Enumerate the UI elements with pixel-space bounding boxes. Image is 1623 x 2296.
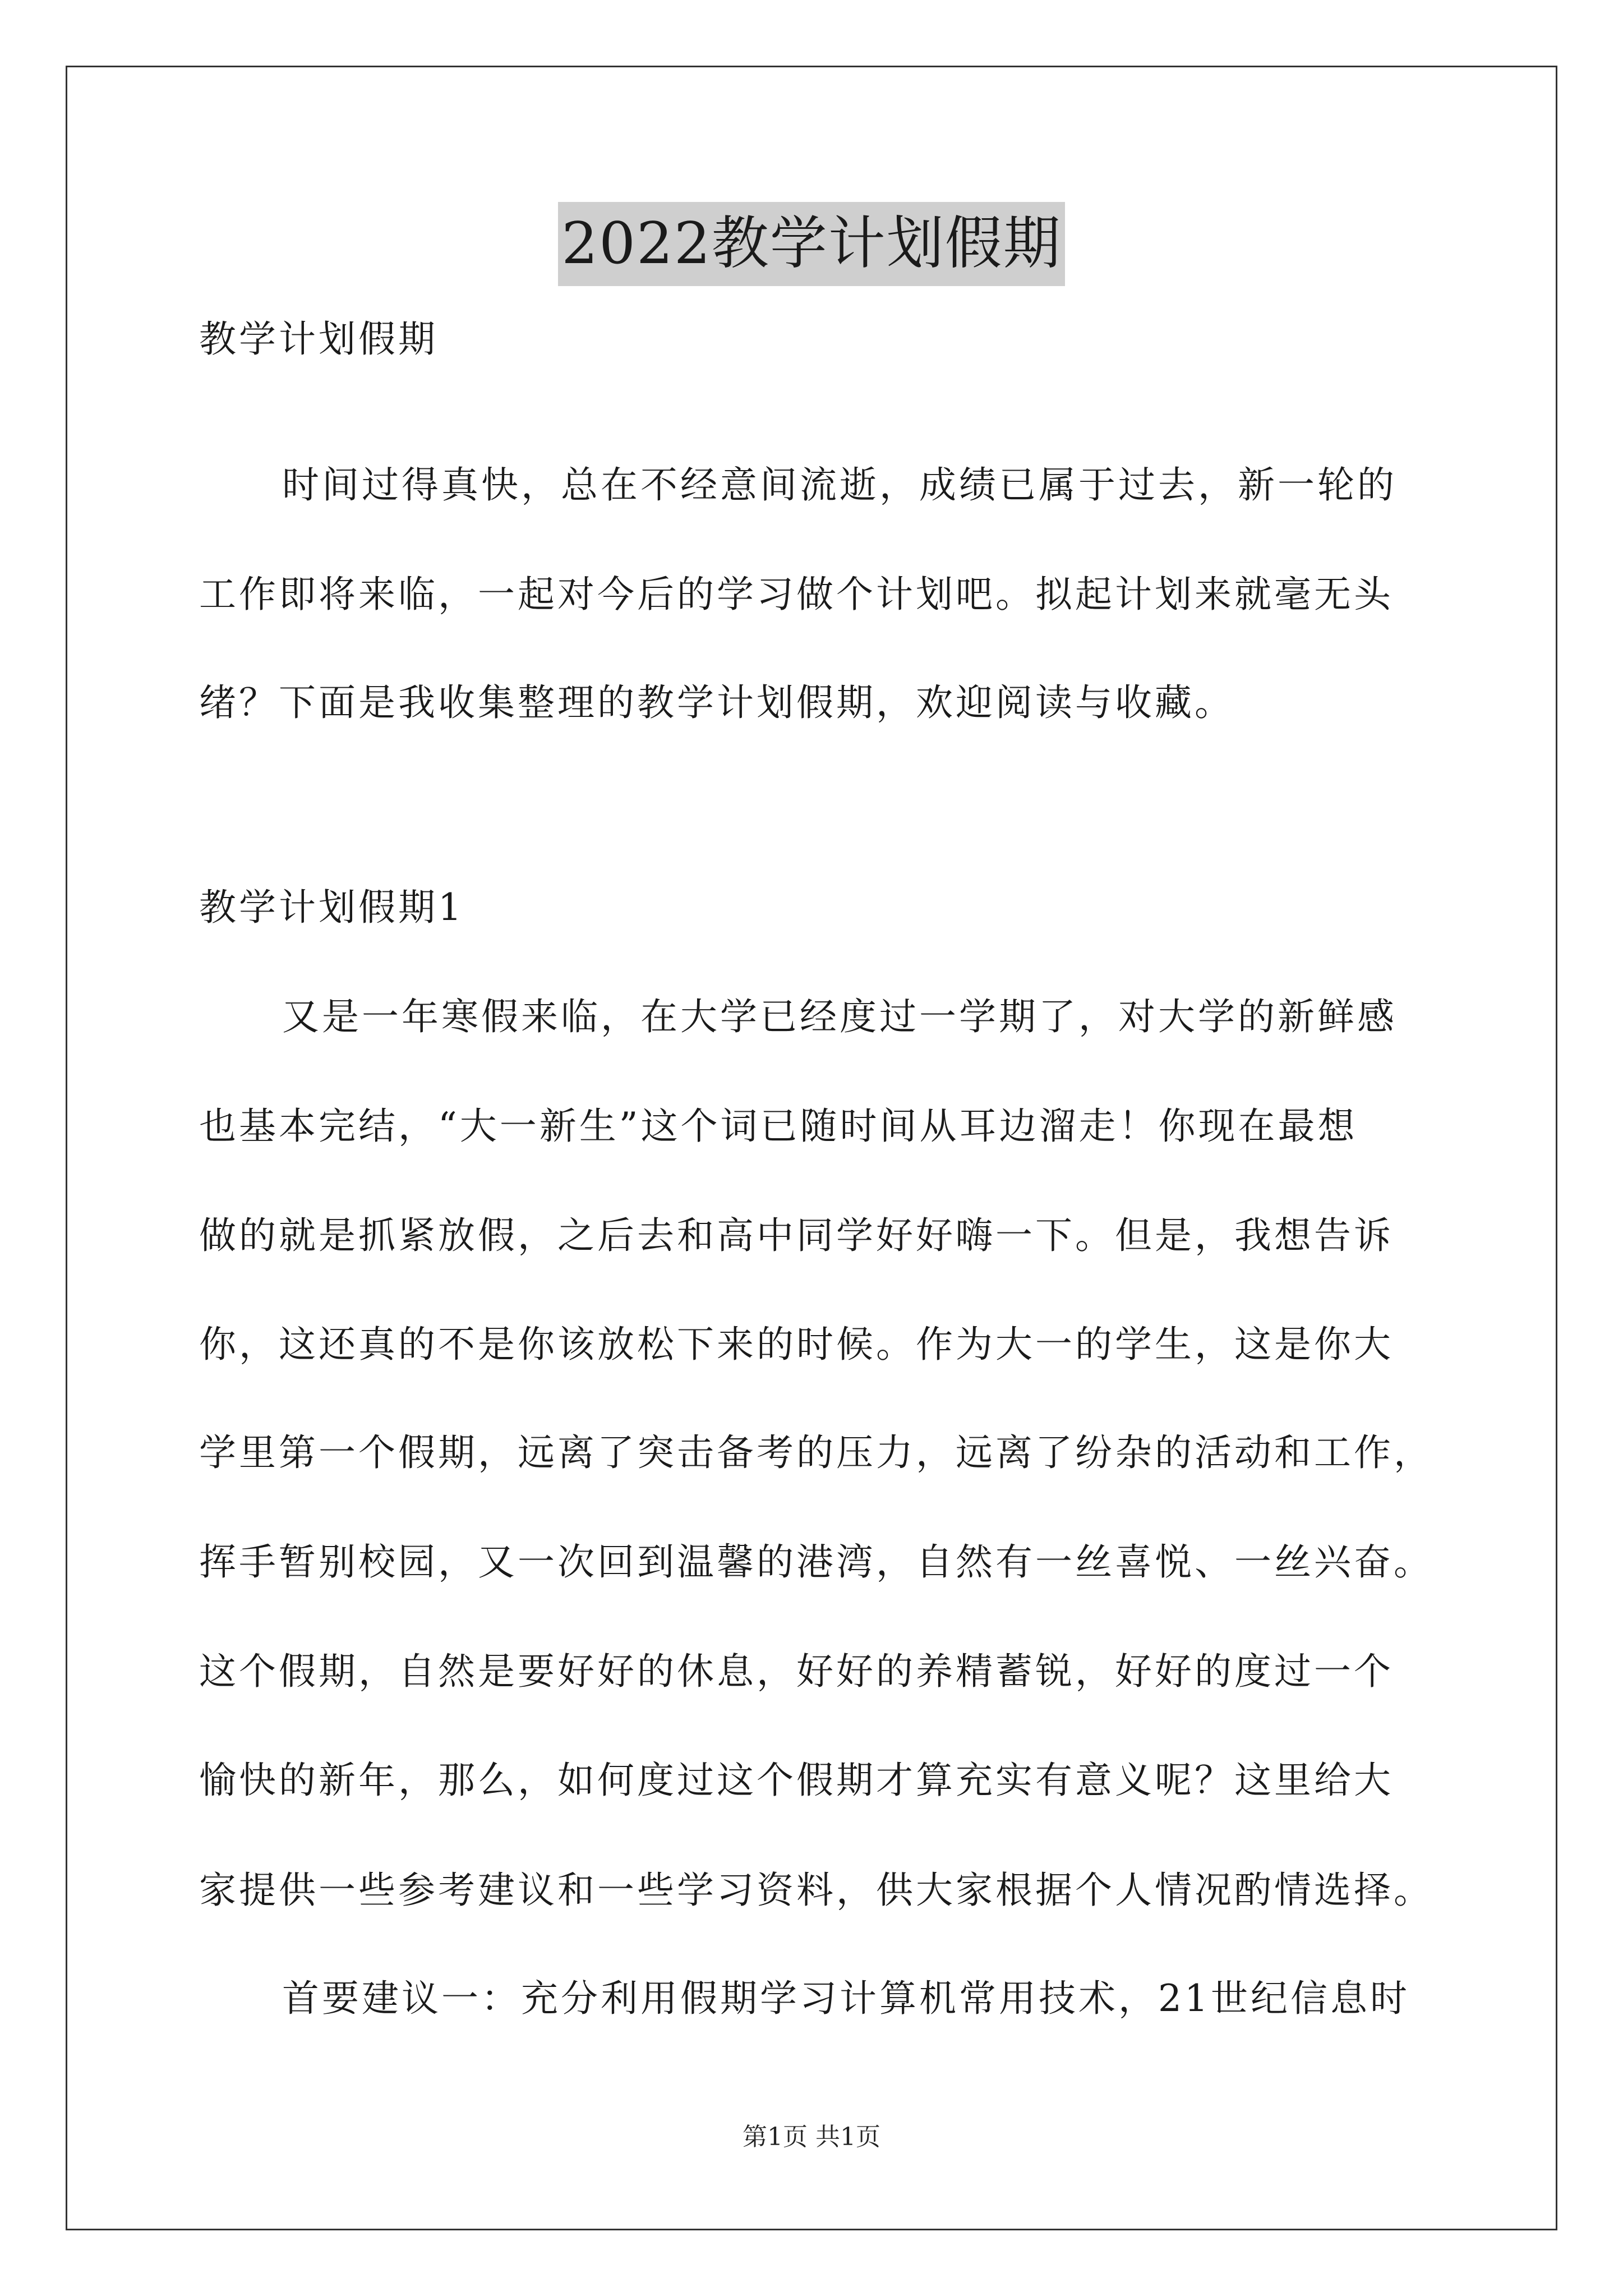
paragraph-line: 愉快的新年，那么，如何度过这个假期才算充实有意义呢？这里给大 <box>199 1759 1394 1802</box>
paragraph-line: 绪？下面是我收集整理的教学计划假期，欢迎阅读与收藏。 <box>199 681 1234 724</box>
paragraph-line: 工作即将来临，一起对今后的学习做个计划吧。拟起计划来就毫无头 <box>199 573 1394 616</box>
page-footer: 第1页 共1页 <box>743 2123 880 2151</box>
paragraph-line: 学里第一个假期，远离了突击备考的压力，远离了纷杂的活动和工作， <box>199 1431 1433 1474</box>
title-container <box>0 202 1623 286</box>
document-title: 2022教学计划假期 <box>558 202 1065 286</box>
paragraph-line: 家提供一些参考建议和一些学习资料，供大家根据个人情况酌情选择。 <box>199 1869 1433 1912</box>
paragraph-line: 这个假期，自然是要好好的休息，好好的养精蓄锐，好好的度过一个 <box>199 1650 1394 1693</box>
section-heading: 教学计划假期 <box>199 318 438 361</box>
paragraph-line: 也基本完结，“大一新生”这个词已随时间从耳边溜走！你现在最想 <box>199 1105 1358 1148</box>
paragraph-line: 挥手暂别校园，又一次回到温馨的港湾，自然有一丝喜悦、一丝兴奋。 <box>199 1540 1433 1584</box>
paragraph-line: 时间过得真快，总在不经意间流逝，成绩已属于过去，新一轮的 <box>282 463 1397 507</box>
section-heading: 教学计划假期1 <box>199 886 464 929</box>
paragraph-line: 你，这还真的不是你该放松下来的时候。作为大一的学生，这是你大 <box>199 1323 1394 1366</box>
paragraph-line: 首要建议一：充分利用假期学习计算机常用技术，21世纪信息时 <box>282 1977 1410 2020</box>
paragraph-line: 又是一年寒假来临，在大学已经度过一学期了，对大学的新鲜感 <box>282 995 1397 1038</box>
paragraph-line: 做的就是抓紧放假，之后去和高中同学好好嗨一下。但是，我想告诉 <box>199 1214 1394 1257</box>
